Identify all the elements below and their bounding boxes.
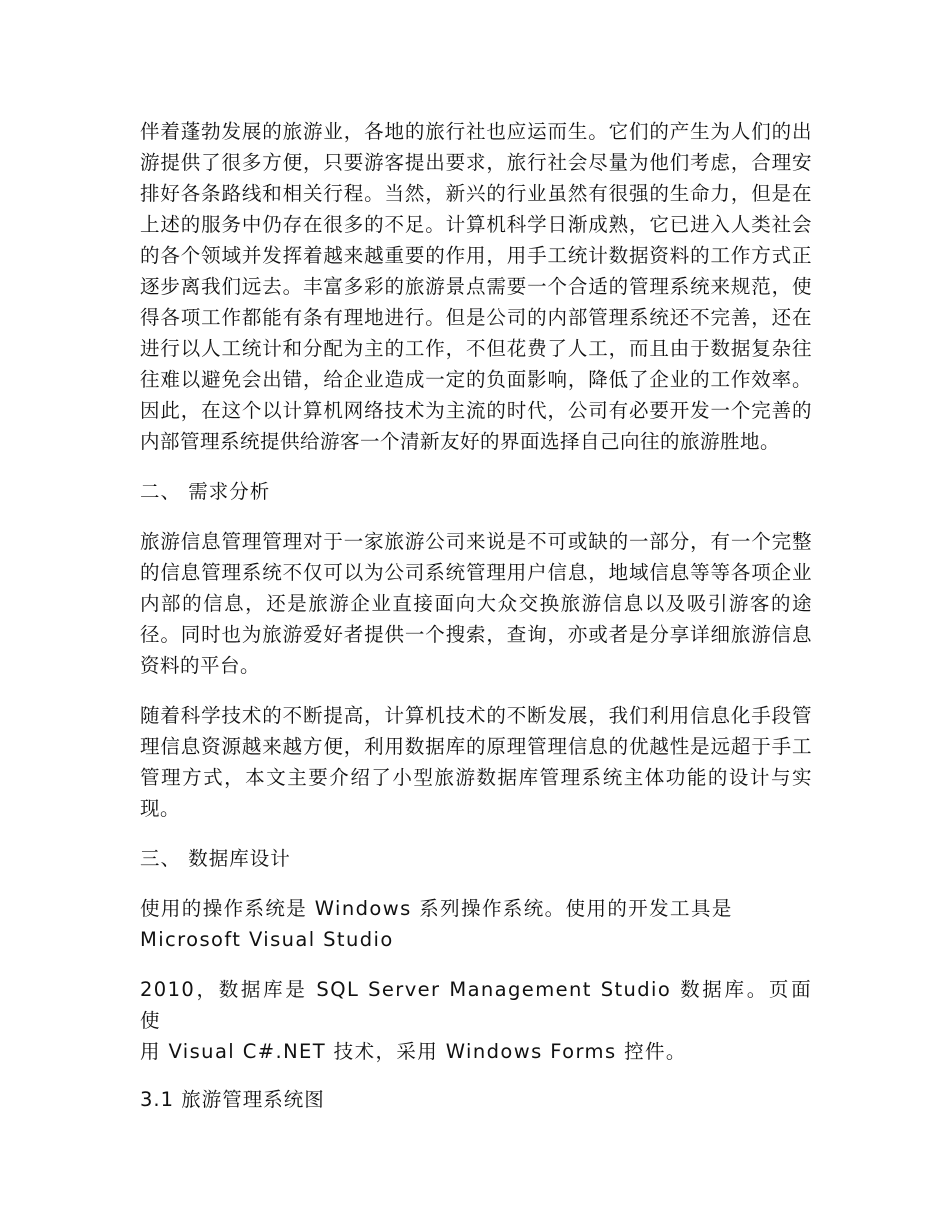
intro-paragraph: 伴着蓬勃发展的旅游业，各地的旅行社也应运而生。它们的产生为人们的出游提供了很多方便，只要游客提出要求，旅行社会尽量为他们考虑，合理安排好各条路线和相关行程。当然，新兴的行业虽然有很强的生命力，但是在上述的服务中仍存在很多的不足。计算机科学日渐成熟，它已进入人类社会的各个领域并发挥着越来越重要的作用，用手工统计数据资料的工作方式正逐步离我们远去。丰富多彩的旅游景点需要一个合适的管理系统来规范，使得各项工作都能有条有理地进行。但是公司的内部管理系统还不完善，还在进行以人工统计和分配为主的工作，不但花费了人工，而且由于数据复杂往往难以避免会出错，给企业造成一定的负面影响，降低了企业的工作效率。因此，在这个以计算机网络技术为主流的时代，公司有必要开发一个完善的内部管理系统提供给游客一个清新友好的界面选择自己向往的旅游胜地。 xyxy=(140,120,812,453)
requirements-paragraph-2: 随着科学技术的不断提高，计算机技术的不断发展，我们利用信息化手段管理信息资源越来越方便，利用数据库的原理管理信息的优越性是远超于手工管理方式，本文主要介绍了小型旅游数据库管理系统主体功能的设计与实现。 xyxy=(140,704,812,820)
environment-paragraph-line-1: 使用的操作系统是 Windows 系列操作系统。使用的开发工具是 xyxy=(140,897,733,920)
environment-paragraph-line-2: Microsoft Visual Studio xyxy=(140,928,394,951)
section-heading-database-design: 三、 数据库设计 xyxy=(140,847,291,870)
database-paragraph-line-1: 2010，数据库是 SQL Server Management Studio 数据库。页面使 xyxy=(140,978,812,1032)
database-paragraph-line-2: 用 Visual C#.NET 技术，采用 Windows Forms 控件。 xyxy=(140,1040,687,1063)
subsection-heading-system-diagram: 3.1 旅游管理系统图 xyxy=(140,1088,325,1111)
requirements-paragraph-1: 旅游信息管理管理对于一家旅游公司来说是不可或缺的一部分，有一个完整的信息管理系统不仅可以为公司系统管理用户信息，地域信息等等各项企业内部的信息，还是旅游企业直接面向大众交换旅游信息以及吸引游客的途径。同时也为旅游爱好者提供一个搜索，查询，亦或者是分享详细旅游信息资料的平台。 xyxy=(140,530,812,677)
document-page xyxy=(140,116,812,1115)
section-heading-requirements: 二、 需求分析 xyxy=(140,480,271,503)
